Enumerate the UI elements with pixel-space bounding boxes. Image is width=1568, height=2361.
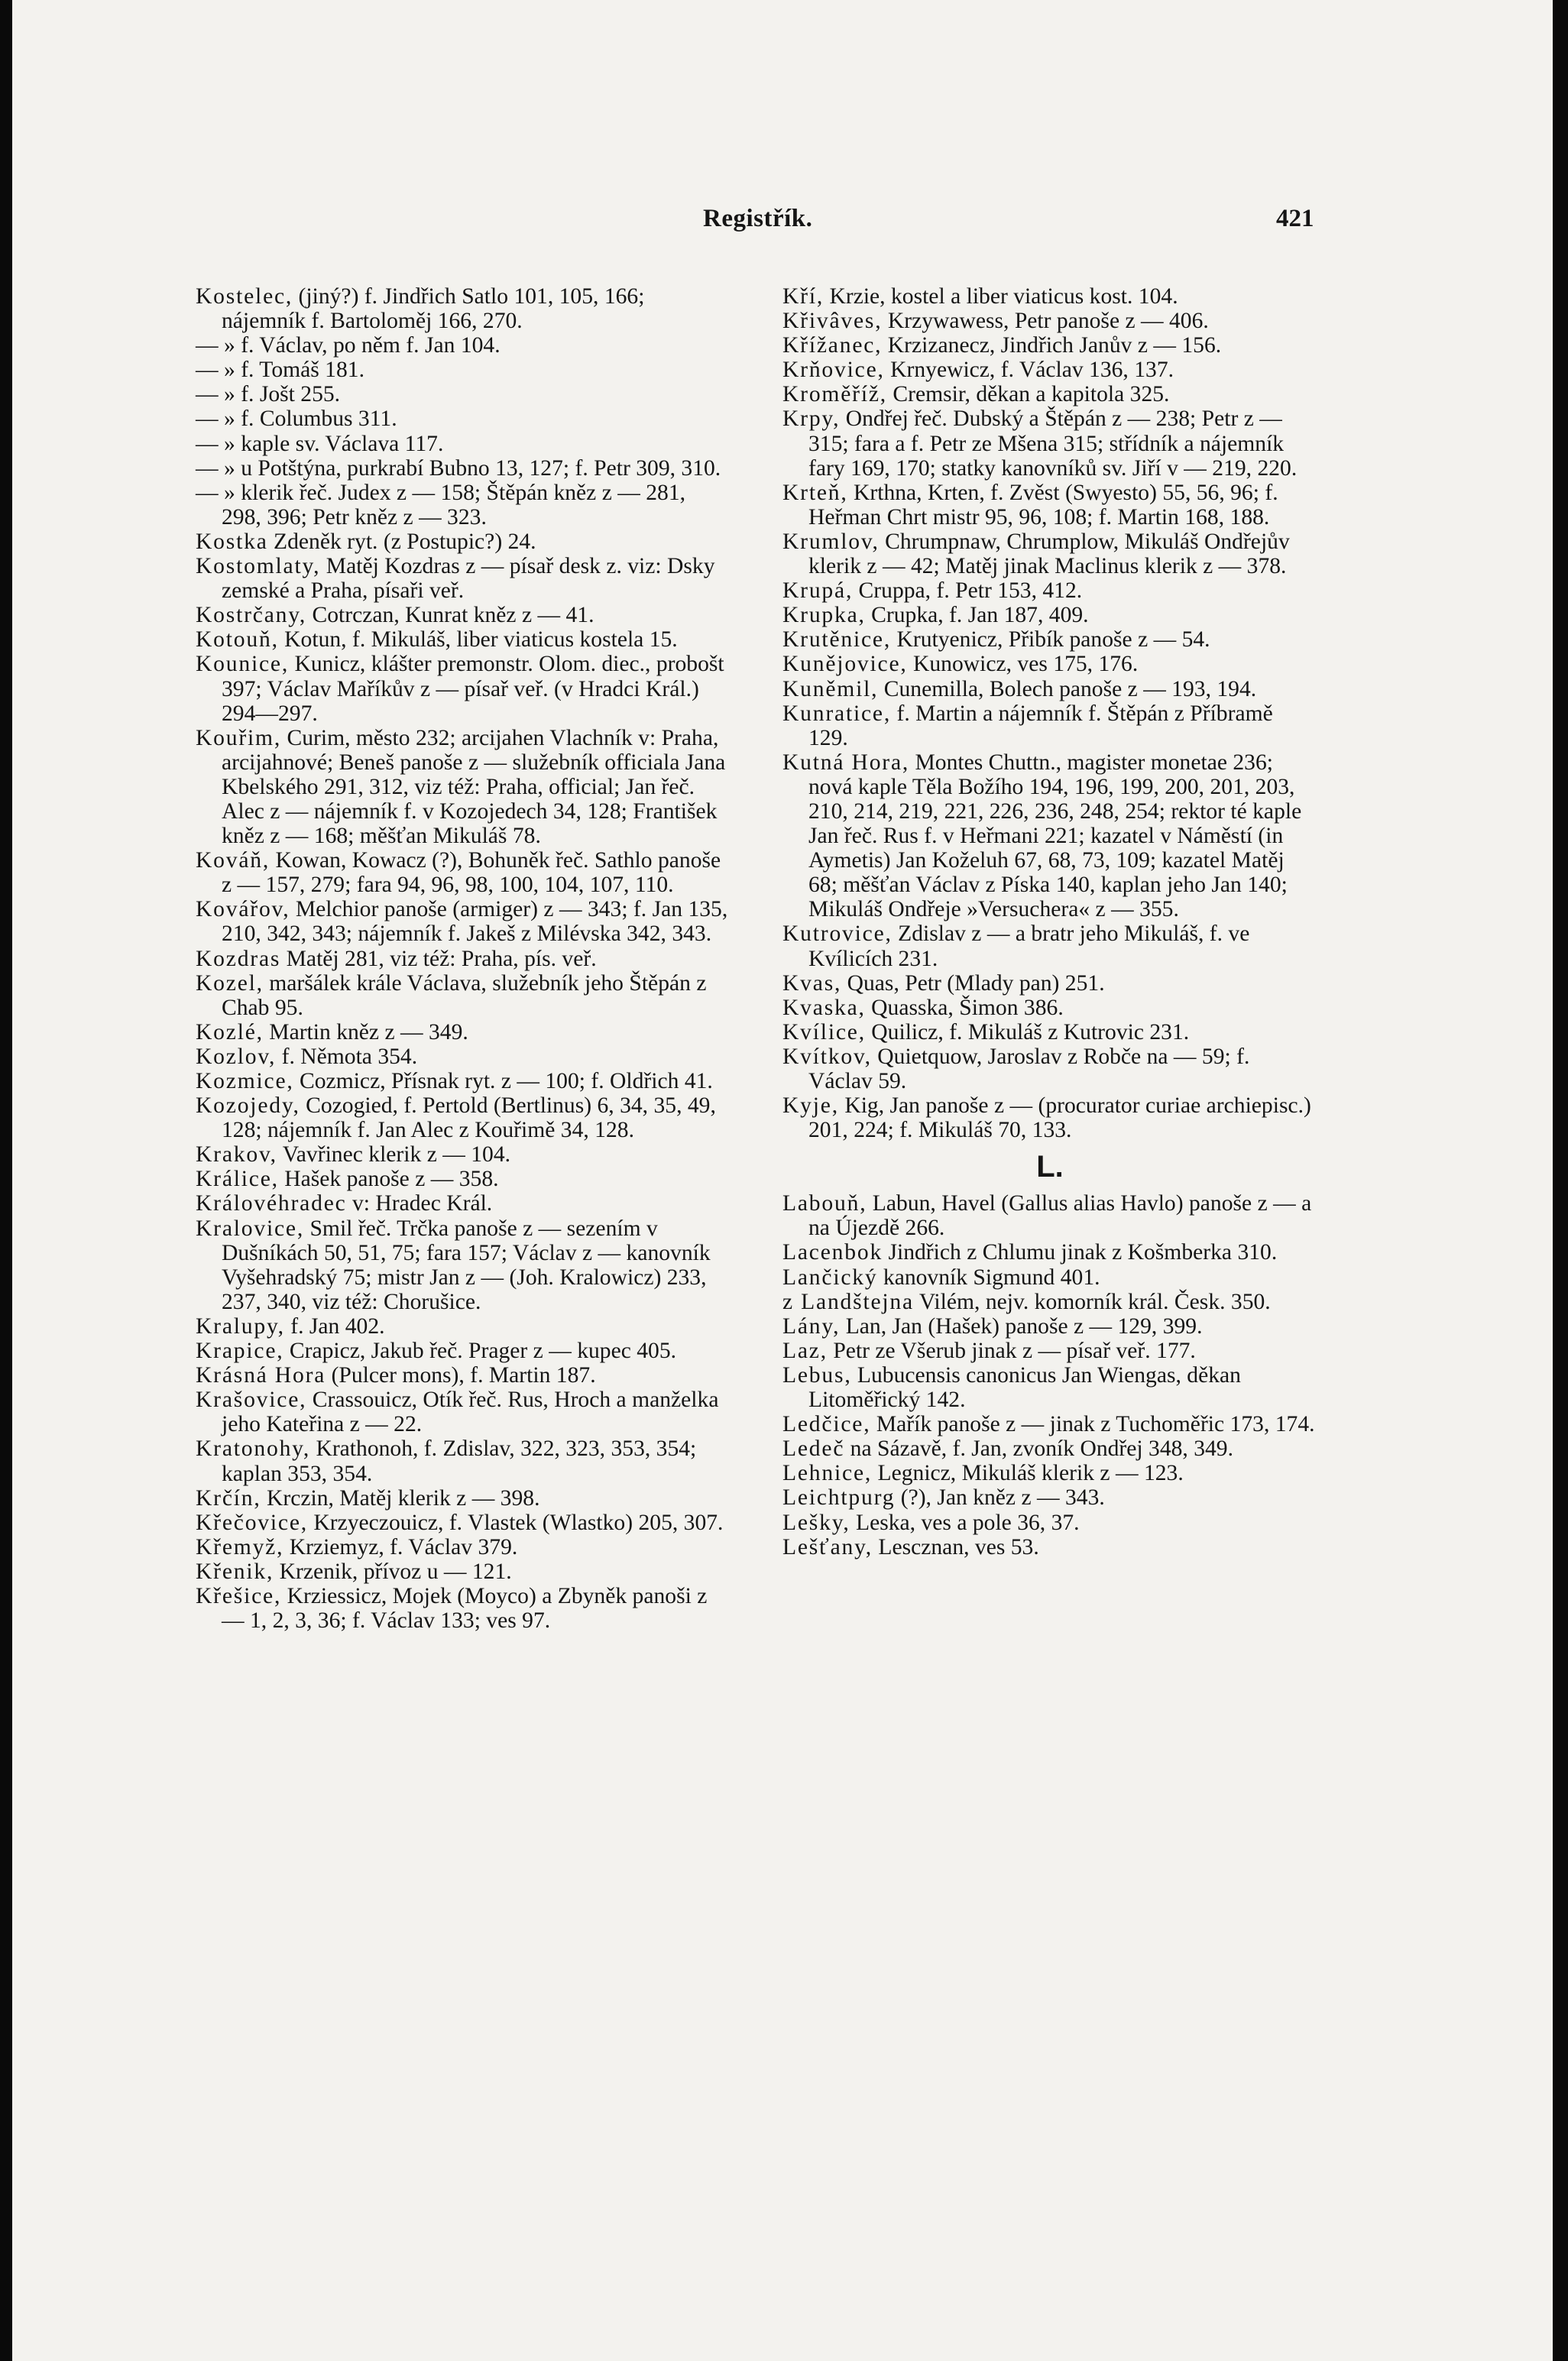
entry-headword: Kozdras [196, 946, 281, 971]
index-entry [782, 1535, 1317, 1559]
entry-text: — » f. Tomáš 181. [196, 358, 364, 383]
index-entry [782, 358, 1317, 382]
entry-text: Krzywawess, Petr panoše z — 406. [882, 309, 1209, 334]
index-entry [782, 333, 1317, 358]
index-entry [782, 1363, 1317, 1412]
index-entry [782, 406, 1317, 480]
index-entry [782, 1290, 1317, 1314]
entry-headword: Křešice, [196, 1583, 282, 1608]
entry-text: (Pulcer mons), f. Martin 187. [326, 1363, 596, 1388]
entry-headword: Kroměříž, [782, 382, 887, 407]
entry-text: Krnyewicz, f. Václav 136, 137. [884, 358, 1174, 383]
entry-text: Melchior panoše (armiger) z — 343; f. Jan 135, 210, 342, 343; nájemník f. Jakeš z Milévska 342, 343. [222, 897, 728, 947]
index-entry [782, 652, 1317, 676]
entry-headword: Kratonohy, [196, 1436, 311, 1462]
entry-headword: Kostrčany, [196, 603, 307, 628]
entry-text: f. Martin a nájemník f. Štěpán z Příbramě 129. [808, 701, 1273, 750]
entry-text: Mařík panoše z — jinak z Tuchoměřic 173, 174. [870, 1412, 1315, 1437]
index-entry [782, 309, 1317, 333]
entry-text: Krzyeczouicz, f. Vlastek (Wlastko) 205, 307. [307, 1510, 724, 1535]
entry-text: Matěj Kozdras z — písař desk z. viz: Dsky zemské a Praha, písaři veř. [222, 554, 715, 604]
entry-text: Martin kněz z — 349. [263, 1019, 468, 1044]
entry-text: Cunemilla, Bolech panoše z — 193, 194. [878, 676, 1257, 701]
entry-text: Krathonoh, f. Zdislav, 322, 323, 353, 354; kaplan 353, 354. [222, 1436, 697, 1486]
entry-headword: Labouň, [782, 1191, 867, 1216]
entry-text: Labun, Havel (Gallus alias Havlo) panoše z — a na Újezdě 266. [808, 1191, 1312, 1241]
entry-text: Petr ze Všerub jinak z — písař veř. 177. [827, 1338, 1196, 1363]
index-entry [196, 1093, 731, 1142]
entry-headword: Lešťany, [782, 1534, 873, 1559]
entry-headword: z Landštejna [782, 1289, 914, 1314]
entry-headword: Krutěnice, [782, 627, 892, 653]
entry-text: — » klerik řeč. Judex z — 158; Štěpán kněz z — 281, 298, 396; Petr kněz z — 323. [196, 480, 686, 530]
entry-headword: Kotouň, [196, 627, 279, 653]
entry-text: Cozmicz, Přísnak ryt. z — 100; f. Oldřich 41. [293, 1069, 713, 1093]
entry-text: Jindřich z Chlumu jinak z Košmberka 310. [883, 1240, 1278, 1265]
index-column-right [782, 284, 1317, 1559]
entry-text: Kunowicz, ves 175, 176. [907, 652, 1139, 677]
index-entry [196, 1020, 731, 1044]
page-number: 421 [1276, 205, 1314, 232]
entry-headword: Kozmice, [196, 1069, 294, 1093]
entry-text: Vavřinec klerik z — 104. [277, 1142, 511, 1168]
entry-headword: Krteň, [782, 480, 848, 505]
entry-headword: Kostka [196, 529, 268, 554]
entry-headword: Kostomlaty, [196, 554, 321, 579]
running-title: Registřík. [703, 205, 813, 232]
entry-headword: Krupá, [782, 578, 854, 604]
index-entry [782, 750, 1317, 922]
entry-text: f. Jan 402. [284, 1313, 385, 1339]
index-entry [782, 1314, 1317, 1339]
entry-headword: Lány, [782, 1313, 841, 1339]
index-entry [196, 652, 731, 725]
entry-headword: Krňovice, [782, 358, 885, 383]
index-entry [782, 1093, 1317, 1142]
entry-text: Zdeněk ryt. (z Postupic?) 24. [267, 529, 536, 554]
page-header [12, 205, 1553, 243]
index-entry [782, 1191, 1317, 1240]
entry-headword: Lacenbok [782, 1240, 883, 1265]
index-entry [782, 603, 1317, 627]
index-entry [196, 456, 731, 481]
entry-text: f. Němota 354. [276, 1044, 418, 1069]
index-entry [782, 1339, 1317, 1363]
index-entry [196, 333, 731, 358]
entry-headword: Krásná Hora [196, 1363, 326, 1388]
section-letter: L. [1036, 1150, 1064, 1184]
index-entry [782, 1511, 1317, 1535]
entry-text: Kunicz, klášter premonstr. Olom. diec., probošt 397; Václav Maříkův z — písař veř. (v Hradci Král.) 294—297. [222, 652, 724, 726]
entry-text: Cozogied, f. Pertold (Bertlinus) 6, 34, 35, 49, 128; nájemník f. Jan Alec z Kouřimě 34, 128. [222, 1093, 716, 1143]
entry-headword: Lebus, [782, 1362, 852, 1388]
index-entry [196, 358, 731, 382]
index-entry [782, 1461, 1317, 1485]
entry-text: Krziessicz, Mojek (Moyco) a Zbyněk panoši z — 1, 2, 3, 36; f. Václav 133; ves 97. [222, 1583, 708, 1634]
entry-headword: Kostelec, [196, 284, 293, 309]
entry-text: Smil řeč. Trčka panoše z — sezením v Dušníkách 50, 51, 75; fara 157; Václav z — kanovník Vyšehradský 75; mistr Jan z — (Joh. Kralowicz) 233, 237, 340, viz též: Chorušice. [222, 1216, 711, 1314]
entry-headword: Lešky, [782, 1510, 850, 1535]
index-entry [196, 1363, 731, 1388]
entry-text: Cremsir, děkan a kapitola 325. [887, 382, 1170, 407]
entry-headword: Kounice, [196, 652, 290, 677]
entry-headword: Kunějovice, [782, 652, 908, 677]
entry-text: Curim, město 232; arcijahen Vlachník v: Praha, arcijahnové; Beneš panoše z — služebník officiala Jana Kbelského 291, 312, viz též: Praha, official; Jan řeč. Alec z — nájemník f. v Kozojedech 34, 128; František kněz z — 168; měšťan Mikuláš 78. [222, 725, 726, 849]
entry-text: — » f. Jošt 255. [196, 382, 341, 407]
entry-headword: Královéhradec [196, 1191, 347, 1216]
entry-text: Cotrczan, Kunrat kněz z — 41. [306, 603, 594, 628]
index-entry [782, 1412, 1317, 1436]
index-entry [196, 1142, 731, 1167]
index-entry [782, 1485, 1317, 1510]
entry-headword: Kří, [782, 284, 824, 309]
index-entry [196, 530, 731, 554]
index-entry [196, 1069, 731, 1093]
index-entry [196, 554, 731, 603]
index-entry [196, 603, 731, 627]
entry-headword: Krašovice, [196, 1388, 307, 1413]
entry-text: Kowan, Kowacz (?), Bohuněk řeč. Sathlo panoše z — 157, 279; fara 94, 96, 98, 100, 104, 107, 110. [222, 848, 721, 898]
entry-text: Kig, Jan panoše z — (procurator curiae archiepisc.) 201, 224; f. Mikuláš 70, 133. [808, 1093, 1311, 1143]
entry-headword: Kozel, [196, 970, 264, 996]
entry-text: Montes Chuttn., magister monetae 236; nová kaple Těla Božího 194, 196, 199, 200, 201, 203, 210, 214, 219, 221, 226, 236, 248, 254; rektor té kaple Jan řeč. Rus f. v Heřmani 221; kazatel v Náměstí (in Aymetis) Jan Koželuh 67, 68, 73, 109; kazatel Matěj 68; měšťan Václav z Píska 140, kaplan jeho Jan 140; Mikuláš Ondřeje »Versuchera« z — 355. [808, 750, 1302, 922]
entry-headword: Kyje, [782, 1093, 839, 1119]
index-entry [196, 481, 731, 530]
entry-text: na Sázavě, f. Jan, zvoník Ondřej 348, 349. [844, 1436, 1233, 1462]
entry-headword: Kutná Hora, [782, 750, 910, 775]
entry-text: (jiný?) f. Jindřich Satlo 101, 105, 166; nájemník f. Bartoloměj 166, 270. [222, 284, 645, 334]
entry-text: kanovník Sigmund 401. [877, 1265, 1100, 1290]
entry-text: Matěj 281, viz též: Praha, pís. veř. [280, 946, 597, 971]
index-entry [196, 897, 731, 946]
entry-headword: Křemyž, [196, 1534, 284, 1559]
index-entry [196, 1486, 731, 1511]
entry-headword: Kozlov, [196, 1044, 277, 1069]
index-column-left [196, 284, 731, 1633]
entry-headword: Křivâves, [782, 309, 883, 334]
entry-text: v: Hradec Král. [346, 1191, 493, 1216]
entry-text: Quietquow, Jaroslav z Robče na — 59; f. Václav 59. [808, 1044, 1250, 1093]
entry-text: Quilicz, f. Mikuláš z Kutrovic 231. [865, 1019, 1190, 1044]
entry-headword: Krčín, [196, 1485, 261, 1511]
index-entry [196, 1191, 731, 1216]
index-entry [196, 848, 731, 897]
entry-text: Quas, Petr (Mlady pan) 251. [841, 970, 1105, 996]
index-entry [196, 971, 731, 1020]
index-entry [782, 677, 1317, 701]
index-entry [196, 432, 731, 456]
index-entry [196, 284, 731, 333]
index-entry [196, 1559, 731, 1584]
entry-headword: Laz, [782, 1338, 828, 1363]
index-entry [196, 1584, 731, 1633]
entry-headword: Králice, [196, 1167, 279, 1192]
entry-text: Legnicz, Mikuláš klerik z — 123. [872, 1461, 1184, 1486]
entry-text: Krthna, Krten, f. Zvěst (Swyesto) 55, 56, 96; f. Heřman Chrt mistr 95, 96, 108; f. Martin 168, 188. [808, 480, 1278, 530]
entry-text: Lan, Jan (Hašek) panoše z — 129, 399. [840, 1313, 1203, 1339]
index-entry [196, 1511, 731, 1535]
entry-headword: Krapice, [196, 1339, 284, 1364]
entry-headword: Kvas, [782, 970, 842, 996]
entry-headword: Kralovice, [196, 1216, 305, 1241]
entry-headword: Lančický [782, 1265, 878, 1290]
index-entry [196, 627, 731, 652]
index-entry [782, 996, 1317, 1020]
index-entry [196, 406, 731, 431]
index-entry [196, 1167, 731, 1191]
index-entry [196, 726, 731, 848]
entry-headword: Krakov, [196, 1142, 277, 1168]
index-entry [196, 1388, 731, 1436]
entry-headword: Lehnice, [782, 1461, 873, 1486]
entry-text: (?), Jan kněz z — 343. [895, 1485, 1105, 1511]
index-entry [196, 382, 731, 406]
entry-headword: Křečovice, [196, 1510, 308, 1535]
entry-text: Krziemyz, f. Václav 379. [283, 1534, 518, 1559]
index-entry [196, 1314, 731, 1339]
index-entry [196, 1339, 731, 1363]
entry-text: Cruppa, f. Petr 153, 412. [853, 578, 1083, 604]
index-entry [782, 921, 1317, 970]
entry-headword: Kvítkov, [782, 1044, 872, 1069]
entry-headword: Kvaska, [782, 995, 866, 1020]
entry-headword: Kovářov, [196, 897, 290, 922]
index-entry [782, 284, 1317, 309]
entry-text: maršálek krále Václava, služebník jeho Štěpán z Chab 95. [222, 970, 707, 1020]
entry-headword: Krumlov, [782, 529, 880, 554]
entry-text: Crupka, f. Jan 187, 409. [865, 603, 1089, 628]
index-entry [782, 971, 1317, 996]
entry-headword: Ledeč [782, 1436, 845, 1462]
entry-text: Leska, ves a pole 36, 37. [850, 1510, 1080, 1535]
entry-text: Crapicz, Jakub řeč. Prager z — kupec 405. [283, 1339, 677, 1364]
index-entry [782, 1240, 1317, 1265]
entry-headword: Krpy, [782, 406, 841, 432]
index-page [12, 0, 1553, 2361]
entry-text: Kotun, f. Mikuláš, liber viaticus kostela 15. [278, 627, 678, 653]
entry-text: Krutyenicz, Přibík panoše z — 54. [891, 627, 1210, 653]
entry-headword: Kunratice, [782, 701, 892, 726]
entry-headword: Kvílice, [782, 1019, 866, 1044]
entry-headword: Leichtpurg [782, 1485, 896, 1511]
index-entry [782, 1020, 1317, 1044]
index-entry [782, 1436, 1317, 1461]
index-entry [196, 1436, 731, 1485]
entry-headword: Kuněmil, [782, 676, 879, 701]
index-entry [782, 701, 1317, 750]
entry-text: Krzie, kostel a liber viaticus kost. 104. [824, 284, 1178, 309]
entry-text: Krczin, Matěj klerik z — 398. [261, 1485, 540, 1511]
entry-headword: Kouřim, [196, 725, 282, 750]
entry-text: — » kaple sv. Václava 117. [196, 431, 444, 456]
entry-headword: Kozlé, [196, 1019, 264, 1044]
entry-text: — » f. Columbus 311. [196, 406, 397, 432]
entry-headword: Ledčice, [782, 1412, 871, 1437]
entry-text: — » f. Václav, po něm f. Jan 104. [196, 333, 501, 358]
index-entry [196, 1216, 731, 1314]
entry-headword: Křížanec, [782, 333, 883, 358]
entry-text: Quasska, Šimon 386. [865, 995, 1064, 1020]
entry-text: Vilém, nejv. komorník král. Česk. 350. [913, 1289, 1271, 1314]
entry-text: Krzenik, přívoz u — 121. [274, 1559, 512, 1584]
index-entry [782, 481, 1317, 530]
entry-text: Krzizanecz, Jindřich Janův z — 156. [882, 333, 1222, 358]
entry-headword: Kralupy, [196, 1313, 285, 1339]
entry-text: Lubucensis canonicus Jan Wiengas, děkan Litoměřický 142. [808, 1362, 1241, 1413]
index-entry [196, 947, 731, 971]
entry-text: Chrumpnaw, Chrumplow, Mikuláš Ondřejův klerik z — 42; Matěj jinak Maclinus klerik z — 378. [808, 529, 1290, 579]
index-entry [782, 530, 1317, 578]
entry-text: Zdislav z — a bratr jeho Mikuláš, f. ve Kvílicích 231. [808, 921, 1250, 971]
entry-headword: Křenik, [196, 1559, 274, 1584]
index-entry [782, 1265, 1317, 1290]
entry-headword: Krupka, [782, 603, 866, 628]
entry-headword: Kozojedy, [196, 1093, 300, 1119]
entry-text: Crassouicz, Otík řeč. Rus, Hroch a manželka jeho Kateřina z — 22. [222, 1388, 719, 1437]
index-entry [782, 627, 1317, 652]
entry-headword: Kutrovice, [782, 921, 893, 947]
entry-text: Lescznan, ves 53. [872, 1534, 1039, 1559]
entry-text: Hašek panoše z — 358. [278, 1167, 499, 1192]
index-entry [196, 1535, 731, 1559]
entry-text: — » u Potštýna, purkrabí Bubno 13, 127; f. Petr 309, 310. [196, 455, 721, 481]
index-entry [782, 1044, 1317, 1093]
entry-text: Ondřej řeč. Dubský a Štěpán z — 238; Petr z — 315; fara a f. Petr ze Mšena 315; střídník a nájemník fary 169, 170; statky kanovníků sv. Jiří v — 219, 220. [808, 406, 1297, 481]
index-entry [196, 1044, 731, 1069]
index-entry [782, 578, 1317, 603]
index-entry [782, 382, 1317, 406]
entry-headword: Kováň, [196, 848, 271, 873]
